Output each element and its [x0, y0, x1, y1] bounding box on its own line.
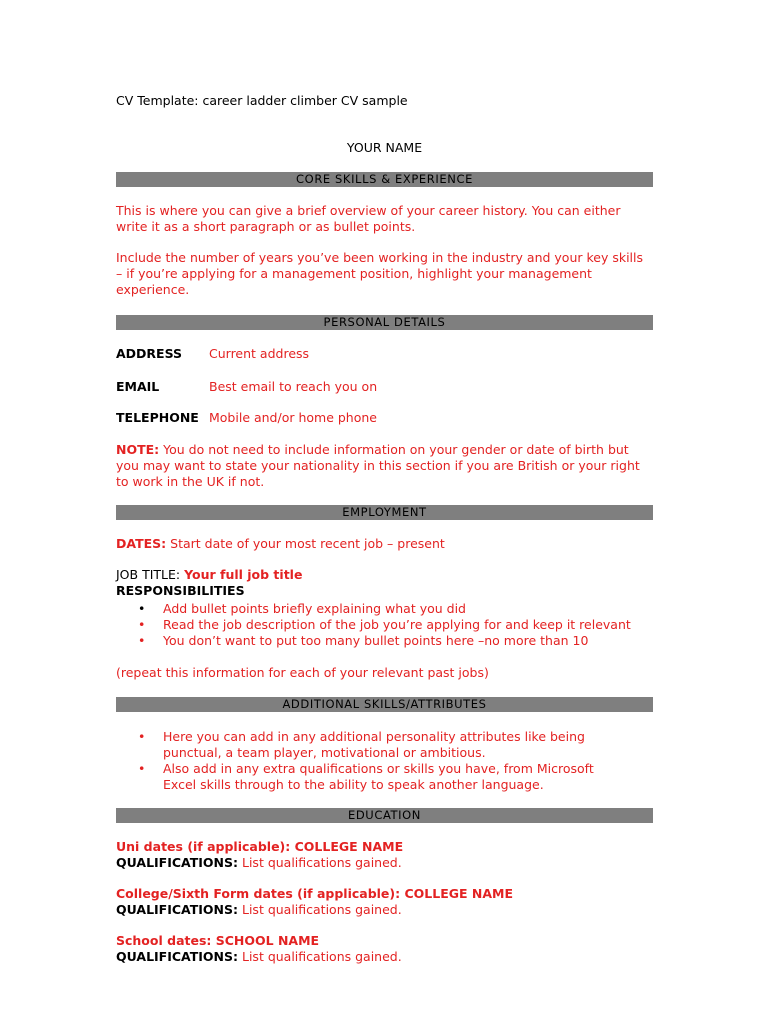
repeat-note: (repeat this information for each of your relevant past jobs): [116, 665, 489, 680]
education-qualifications-college: [116, 902, 653, 918]
telephone-row: [116, 410, 653, 426]
address-value: Current address: [209, 346, 310, 361]
bullet-text: You don’t want to put too many bullet points here –no more than 10: [163, 633, 589, 648]
email-label: EMAIL: [116, 379, 160, 394]
bullet-icon: •: [138, 601, 146, 616]
education-heading-uni: Uni dates (if applicable): COLLEGE NAME: [116, 839, 404, 854]
email-value: Best email to reach you on: [209, 379, 378, 394]
email-row: [116, 379, 653, 395]
section-bar-additional-skills: ADDITIONAL SKILLS/ATTRIBUTES: [116, 697, 653, 712]
list-item: [116, 601, 653, 617]
bullet-text: Here you can add in any additional personality attributes like being punctual, a team player, motivational or ambitious.: [163, 729, 585, 760]
education-qualifications-school: [116, 949, 653, 965]
dates-text: Start date of your most recent job – present: [166, 536, 445, 551]
dates-label: DATES:: [116, 536, 167, 551]
section-bar-personal-details: PERSONAL DETAILS: [116, 315, 653, 330]
your-name-heading: YOUR NAME: [346, 140, 423, 155]
telephone-label: TELEPHONE: [116, 410, 199, 425]
qualifications-text: List qualifications gained.: [238, 949, 402, 964]
list-item: [116, 729, 653, 761]
education-qualifications-uni: [116, 855, 653, 871]
list-item: [116, 761, 653, 793]
education-heading-college: College/Sixth Form dates (if applicable): COLLEGE NAME: [116, 886, 514, 901]
list-item: [116, 617, 653, 633]
bullet-icon: •: [138, 633, 146, 648]
bullet-icon: •: [138, 761, 146, 776]
section-bar-core-skills: CORE SKILLS & EXPERIENCE: [116, 172, 653, 187]
bullet-text: Add bullet points briefly explaining what you did: [163, 601, 466, 616]
job-title-value: Your full job title: [184, 567, 303, 582]
qualifications-text: List qualifications gained.: [238, 902, 402, 917]
additional-skills-list: [116, 729, 653, 793]
document-title: CV Template: career ladder climber CV sample: [116, 93, 408, 108]
education-heading-school: School dates: SCHOOL NAME: [116, 933, 320, 948]
address-row: [116, 346, 653, 362]
section-bar-education: EDUCATION: [116, 808, 653, 823]
bullet-text: Also add in any extra qualifications or skills you have, from Microsoft Excel skills through to the ability to speak another language.: [163, 761, 594, 792]
responsibilities-list: [116, 601, 653, 649]
bullet-icon: •: [138, 729, 146, 744]
core-paragraph-2: Include the number of years you’ve been working in the industry and your key skills – if you’re applying for a management position, highlight your management experience.: [116, 250, 644, 297]
qualifications-label: QUALIFICATIONS:: [116, 949, 239, 964]
responsibilities-label: RESPONSIBILITIES: [116, 583, 245, 598]
list-item: [116, 633, 653, 649]
nationality-note: [116, 442, 653, 490]
job-title-label: JOB TITLE:: [116, 567, 185, 582]
employment-dates: [116, 536, 653, 552]
job-title-line: [116, 567, 653, 583]
note-label: NOTE:: [116, 442, 160, 457]
qualifications-label: QUALIFICATIONS:: [116, 902, 239, 917]
qualifications-text: List qualifications gained.: [238, 855, 402, 870]
bullet-text: Read the job description of the job you’re applying for and keep it relevant: [163, 617, 631, 632]
note-text: You do not need to include information on your gender or date of birth but you may want to state your nationality in this section if you are British or your right to work in the UK if not.: [116, 442, 640, 489]
core-paragraph-1: This is where you can give a brief overview of your career history. You can either write it as a short paragraph or as bullet points.: [116, 203, 621, 234]
qualifications-label: QUALIFICATIONS:: [116, 855, 239, 870]
bullet-icon: •: [138, 617, 146, 632]
telephone-value: Mobile and/or home phone: [209, 410, 377, 425]
section-bar-employment: EMPLOYMENT: [116, 505, 653, 520]
address-label: ADDRESS: [116, 346, 183, 361]
